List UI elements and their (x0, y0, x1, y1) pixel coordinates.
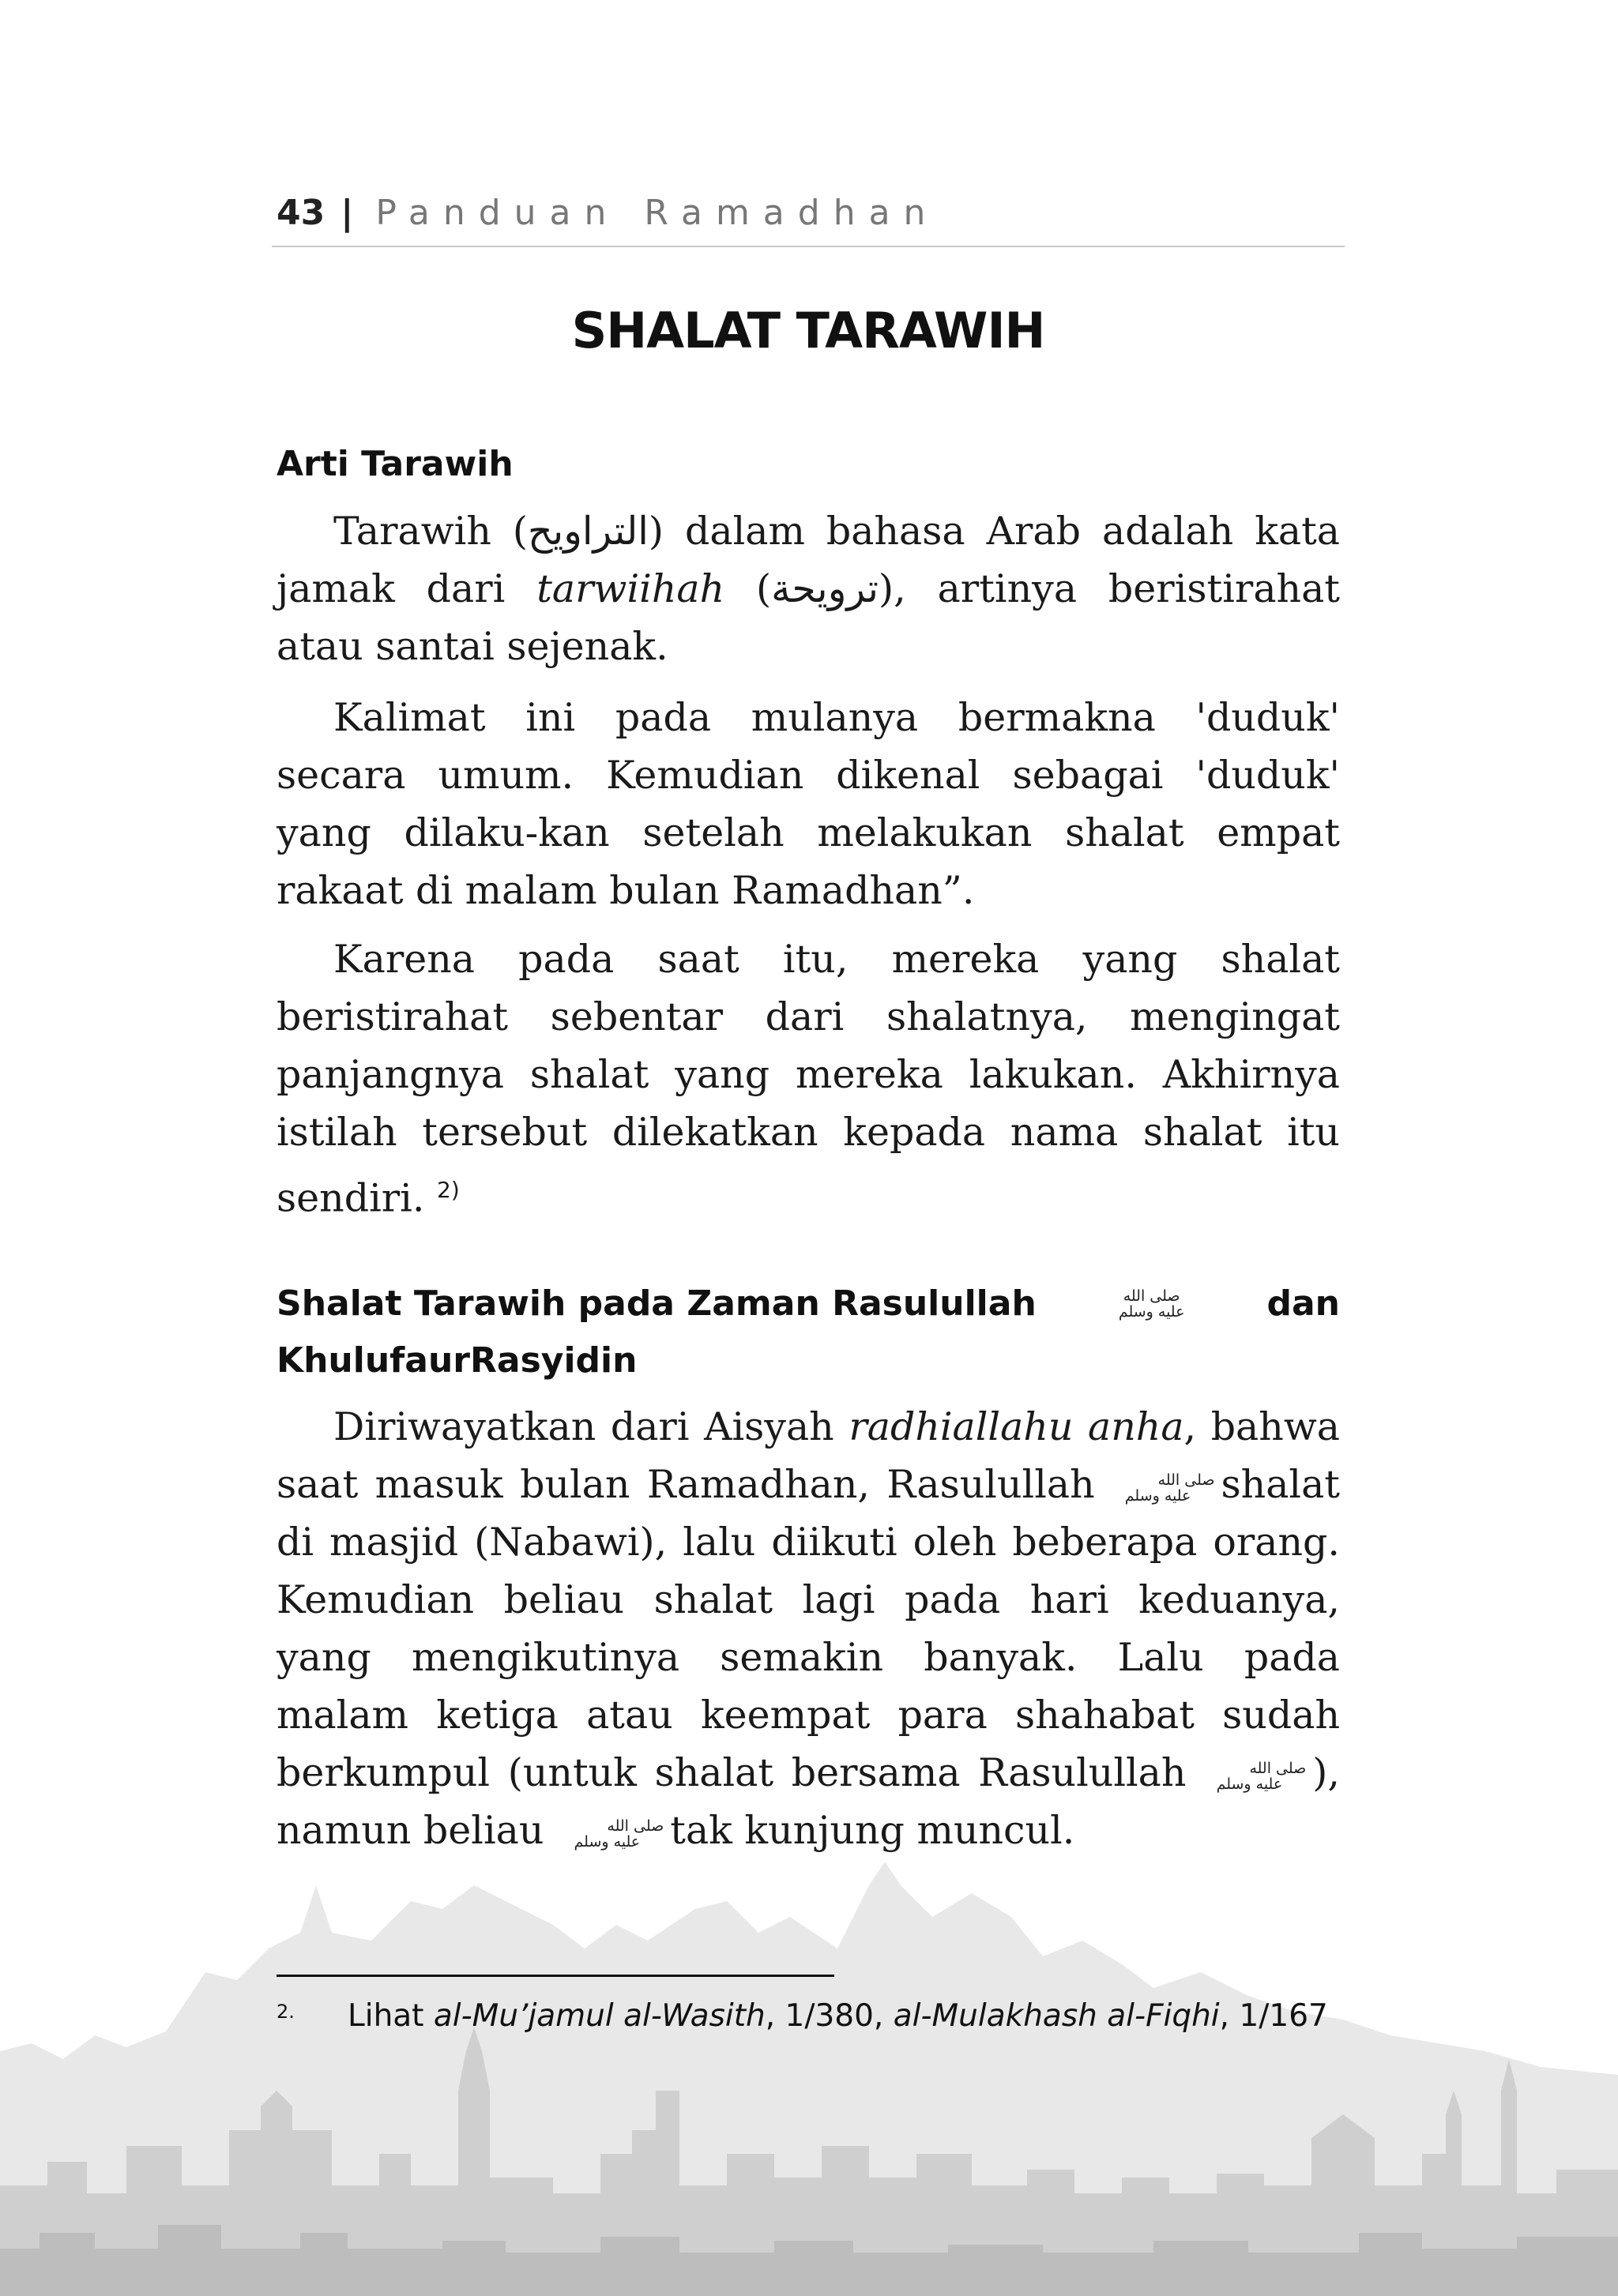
header-rule (272, 246, 1345, 247)
salawat-symbol: صلى الله عليه وسلم (574, 1817, 664, 1851)
paragraph-3: Karena pada saat itu, mereka yang shalat beristirahat sebentar dari shalatnya, mengingat panjangnya shalat yang mereka lakukan. Akhirnya istilah tersebut dilekatkan kepada nama shalat itu sendiri. $^{2)}$ (277, 937, 1340, 1221)
italic-term-tarwiihah: tarwiihah (536, 566, 725, 611)
salawat-symbol: صلى الله عليه وسلم (1124, 1471, 1215, 1505)
arabic-word-tarawih: التراويح (528, 509, 649, 554)
paragraph-2: Kalimat ini pada mulanya bermakna 'duduk' secara umum. Kemudian dikenal sebagai 'duduk' yang dilaku-kan setelah melakukan shalat empat rakaat di malam bulan Ramadhan”. (277, 695, 1340, 913)
arabic-word-tarwiihah: ترويحة (771, 566, 879, 611)
footnote-reference: 2) (437, 1177, 460, 1203)
paragraph-4: Diriwayatkan dari Aisyah radhiallahu anha, bahwa saat masuk bulan Ramadhan, Rasulullah صلى الله عليه وسلم shalat di masjid (Nabawi), lalu diikuti oleh beberapa orang. Kemudian beliau shalat lagi pada hari keduanya, yang mengikutinya semakin banyak. Lalu pada malam ketiga atau keempat para shahabat sudah berkumpul (untuk shalat bersama Rasulullah صلى الله عليه وسلم ), namun beliau صلى الله عليه وسلم tak kunjung muncul. (277, 1404, 1340, 1853)
section-heading-arti-tarawih: Arti Tarawih (277, 444, 514, 484)
footnote-mark: 2. (277, 2001, 295, 2023)
footnote-ref-mujam: al-Mu’jamul al-Wasith (433, 1998, 766, 2034)
footnote-ref-mulakhash: al-Mulakhash al-Fiqhi (893, 1998, 1220, 2034)
paragraph-1: Tarawih (التراويح) dalam bahasa Arab adalah kata jamak dari tarwiihah (ترويحة), artinya beristirahat atau santai sejenak. (277, 509, 1340, 669)
book-title: Panduan Ramadhan (375, 193, 939, 233)
footnote-rule (277, 1975, 834, 1977)
section-heading-zaman-rasulullah: Shalat Tarawih pada Zaman Rasulullah صلى الله عليه وسلم dan KhulufaurRasyidin (277, 1276, 1340, 1389)
salawat-symbol: صلى الله عليه وسلم (1118, 1287, 1185, 1321)
section-heading-line-2: KhulufaurRasyidin (277, 1340, 638, 1381)
page-number: 43 (277, 193, 325, 233)
running-header (277, 193, 1340, 233)
header-separator: | (341, 193, 354, 233)
footnote: 2. Lihat al-Mu’jamul al-Wasith, 1/380, al-Mulakhash al-Fiqhi, 1/167 (277, 1997, 1340, 2036)
city-skyline-illustration (0, 1854, 1618, 2296)
italic-term-radhiallahu-anha: radhiallahu anha (849, 1404, 1184, 1449)
chapter-title: SHALAT TARAWIH (571, 302, 1045, 359)
heading-word-dan: dan (1266, 1283, 1340, 1324)
salawat-symbol: صلى الله عليه وسلم (1216, 1759, 1307, 1793)
